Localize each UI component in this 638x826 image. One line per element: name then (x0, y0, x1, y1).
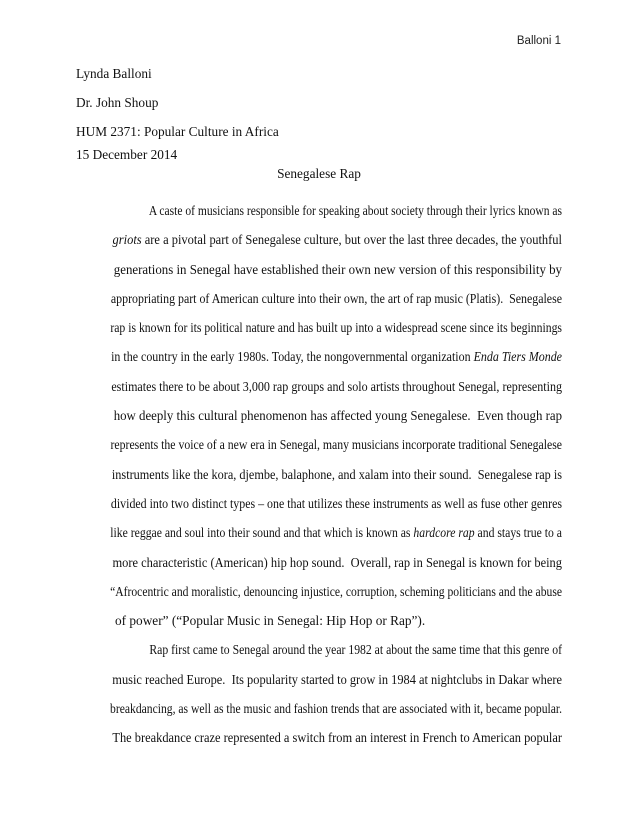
body-line: represents the voice of a new era in Senegal, many musicians incorporate traditional Senegalese (110, 437, 563, 453)
course-name: HUM 2371: Popular Culture in Africa (76, 124, 279, 139)
body-line: more characteristic (American) hip hop sound. Overall, rap in Senegal is known for being (112, 554, 563, 570)
body-line: in the country in the early 1980s. Today, the nongovernmental organization Enda Tiers Monde (111, 349, 562, 365)
body-line: “Afrocentric and moralistic, denouncing injustice, corruption, scheming politicians and the abuse (110, 583, 562, 599)
body-line: The breakdance craze represented a switch from an interest in French to American popular (112, 730, 563, 746)
essay-date: 15 December 2014 (76, 147, 178, 162)
author-name: Lynda Balloni (76, 66, 152, 81)
body-line: like reggae and soul into their sound and that which is known as hardcore rap and stays true to a (110, 525, 562, 541)
paragraph (76, 196, 562, 635)
body-line: music reached Europe. Its popularity started to grow in 1984 at nightclubs in Dakar where (112, 671, 562, 687)
body-line: Rap first came to Senegal around the year 1982 at about the same time that this genre of (149, 642, 562, 658)
body-line: generations in Senegal have established their own new version of this responsibility by (113, 261, 562, 277)
body-line: A caste of musicians responsible for speaking about society through their lyrics known as (148, 203, 562, 218)
body-line: estimates there to be about 3,000 rap groups and solo artists throughout Senegal, representing (111, 378, 562, 394)
body-line: rap is known for its political nature and has built up into a widespread scene since its beginnings (110, 320, 562, 336)
running-header-page-number: Balloni 1 (516, 35, 561, 47)
paragraph (76, 635, 562, 752)
body-line: griots are a pivotal part of Senegalese culture, but over the last three decades, the youthful (112, 232, 562, 248)
instructor-name: Dr. John Shoup (76, 95, 159, 110)
body-line: appropriating part of American culture into their own, the art of rap music (Platis). Senegalese (110, 290, 562, 306)
body-line: divided into two distinct types – one that utilizes these instruments as well as fuse other genres (110, 495, 562, 511)
essay-body (76, 196, 562, 753)
body-line: of power” (“Popular Music in Senegal: Hip Hop or Rap”). (115, 613, 426, 629)
body-line: breakdancing, as well as the music and fashion trends that are associated with it, became popular. (110, 701, 563, 717)
body-line: how deeply this cultural phenomenon has affected young Senegalese. Even though rap (113, 408, 562, 424)
essay-title: Senegalese Rap (277, 166, 361, 181)
body-line: instruments like the kora, djembe, balaphone, and xalam into their sound. Senegalese rap is (111, 466, 562, 482)
